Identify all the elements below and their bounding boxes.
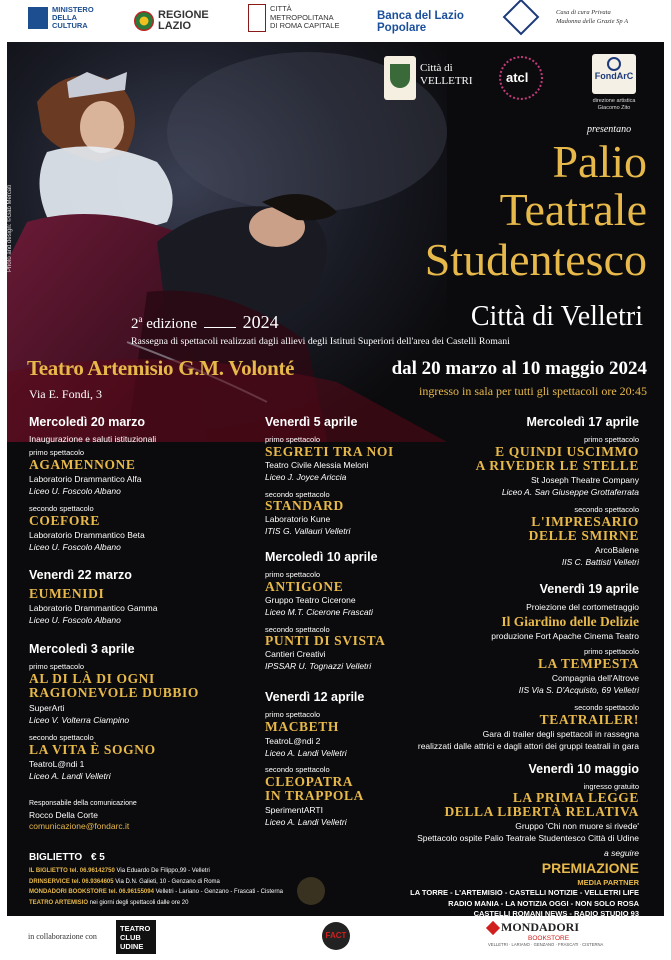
regione-emblem-icon (134, 11, 154, 31)
atcl-logo (495, 54, 551, 102)
fondarc-logo (592, 54, 636, 94)
show-company: SperimentARTI (265, 805, 323, 815)
show-description: realizzati dalle attrici e dagli attori dei gruppi teatrali in gara (417, 741, 639, 751)
ticket-price-value: € 5 (90, 852, 105, 863)
show-label: secondo spettacolo (265, 625, 330, 634)
casa-text: Casa di cura Privata (556, 9, 611, 16)
show-company: St Joseph Theatre Company (530, 475, 639, 485)
show-school: IIS C. Battisti Velletri (561, 557, 639, 567)
tcu-text: TEATRO (120, 924, 151, 933)
mondadori-locations: VELLETRI · LARIANO · GENZANO · FRASCATI · CISTERNA (488, 942, 604, 947)
casa-text: Madonna delle Grazie Sp A (556, 18, 629, 25)
media-partner-line: LA TORRE - L'ARTEMISIO - CASTELLI NOTIZIE - VELLETRI LIFE (410, 888, 639, 897)
direzione-text: direzione artistica (592, 98, 636, 104)
show-label: secondo spettacolo (574, 505, 639, 514)
show-label: primo spettacolo (583, 435, 639, 444)
show-school: Liceo V. Volterra Ciampino (29, 715, 130, 725)
show-company: SuperArti (29, 703, 65, 713)
collab-text: in collaborazione con (28, 932, 97, 941)
outlet-address: Via D.N. Galieti, 10 - Genzano di Roma (115, 878, 220, 885)
fondarc-text: FondArC (594, 71, 634, 81)
direzione-text: Giacomo Zito (597, 104, 631, 111)
tcu-text: CLUB (120, 933, 141, 942)
casa-emblem-icon (503, 0, 540, 35)
show-label: primo spettacolo (265, 435, 321, 444)
show-title: IN TRAPPOLA (265, 788, 364, 803)
title-line3: Studentesco (424, 234, 647, 285)
show-title: RAGIONEVOLE DUBBIO (29, 685, 199, 700)
date-heading: Venerdì 12 aprile (265, 690, 365, 704)
title-line2: Teatrale (499, 184, 647, 235)
show-label: primo spettacolo (29, 448, 85, 457)
show-label: primo spettacolo (265, 570, 321, 579)
date-heading: Venerdì 5 aprile (265, 415, 358, 429)
edition-line (131, 312, 279, 333)
citta-text: METROPOLITANA (270, 12, 334, 22)
city-title: Città di Velletri (470, 301, 643, 332)
regione-lazio-logo (134, 10, 209, 32)
ministero-cultura-logo (28, 6, 94, 30)
velletri-text: Città di (420, 62, 453, 74)
ministero-text: MINISTERO (52, 5, 94, 14)
date-heading: Mercoledì 3 aprile (29, 642, 135, 656)
show-label: primo spettacolo (265, 710, 321, 719)
show-description: Spettacolo ospite Palio Teatrale Studentesco Città di Udine (417, 833, 639, 843)
show-title: STANDARD (265, 498, 344, 513)
event-intro: Proiezione del cortometraggio (526, 602, 639, 612)
comm-name: Rocco Della Corte (29, 810, 98, 820)
date-heading: Venerdì 10 maggio (528, 762, 639, 776)
show-school: Liceo U. Foscolo Albano (29, 542, 121, 552)
date-heading: Mercoledì 20 marzo (29, 415, 146, 429)
regione-text: REGIONE (158, 9, 209, 21)
teatro-club-udine-logo (116, 920, 156, 954)
subtitle: Rassegna di spettacoli realizzati dagli allievi degli Istituti Superiori dell'area dei Castelli Romani (131, 336, 510, 347)
show-title: LA TEMPESTA (537, 656, 639, 671)
show-description: Gara di trailer degli spettacoli in rassegna (482, 729, 639, 739)
bookstore-text: BOOKSTORE (528, 935, 570, 942)
show-company: Laboratorio Drammantico Beta (29, 530, 145, 540)
photo-credit: Photo and design: ©Gab Mercati (7, 184, 13, 272)
show-title: MACBETH (265, 719, 339, 734)
show-school: Liceo U. Foscolo Albano (29, 486, 121, 496)
show-label: secondo spettacolo (29, 733, 94, 742)
show-school: Liceo A. San Giuseppe Grottaferrata (501, 487, 639, 497)
show-title: EUMENIDI (29, 586, 105, 601)
poster (7, 42, 664, 916)
show-school: Liceo A. Landi Velletri (265, 817, 347, 827)
show-company: Compagnia dell'Altrove (551, 673, 639, 683)
edition-word: edizione (146, 316, 198, 332)
velletri-text: VELLETRI (420, 75, 473, 87)
media-partner-line: RADIO MANIA - LA NOTIZIA OGGI - NON SOLO ROSA (448, 898, 639, 908)
show-label: primo spettacolo (29, 662, 85, 671)
show-label: secondo spettacolo (574, 703, 639, 712)
fondarc-emblem-icon (607, 57, 621, 71)
show-school: Liceo A. Landi Velletri (29, 771, 111, 781)
show-title: CLEOPATRA (265, 774, 354, 789)
citta-metropolitana-logo (248, 4, 339, 32)
a-seguire-text: a seguire (604, 848, 639, 858)
outlet-name: MONDADORI BOOKSTORE tel. 06.96155094 (29, 889, 154, 895)
show-title: SEGRETI TRA NOI (265, 444, 394, 459)
show-company: Laboratorio Drammantico Gamma (29, 603, 158, 613)
mondadori-text: MONDADORI (501, 920, 579, 934)
show-school: ITIS G. Vallauri Velletri (265, 526, 351, 536)
ministero-text: DELLA (52, 13, 77, 22)
outlet-name: TEATRO ARTEMISIO (29, 899, 88, 906)
show-title: E QUINDI USCIMMO (495, 444, 639, 459)
media-partner-list (307, 888, 639, 916)
show-title: AGAMENNONE (29, 457, 136, 472)
show-school: Liceo A. Landi Velletri (265, 748, 347, 758)
citta-crest-icon (248, 4, 266, 32)
show-title: LA PRIMA LEGGE (512, 790, 639, 805)
show-title: ANTIGONE (265, 579, 344, 594)
velletri-crest-icon (384, 56, 416, 100)
show-school: IIS Via S. D'Acquisto, 69 Velletri (518, 685, 639, 695)
premiazione-text: PREMIAZIONE (541, 860, 639, 876)
show-title: L'IMPRESARIO (531, 514, 639, 529)
mondadori-icon (486, 920, 500, 934)
sponsor-logo-bar (0, 0, 671, 42)
media-partner-title: MEDIA PARTNER (577, 878, 639, 887)
outlet-address: Velletri - Lariano - Genzano - Frascati - Cisterna (155, 889, 283, 895)
show-label: secondo spettacolo (265, 765, 330, 774)
show-title: AL DI LÀ DI OGNI (29, 671, 155, 686)
tcu-text: UDINE (120, 942, 144, 951)
banca-text: Banca del Lazio (377, 10, 464, 22)
show-label: secondo spettacolo (265, 490, 330, 499)
show-label: secondo spettacolo (29, 504, 94, 513)
citta-text: DI ROMA CAPITALE (270, 21, 340, 31)
show-title: PUNTI DI SVISTA (265, 633, 386, 648)
show-company: Gruppo 'Chi non muore si rivede' (515, 821, 639, 831)
show-title: DELLA LIBERTÀ RELATIVA (444, 804, 639, 819)
ticket-price (29, 852, 105, 863)
comm-label: Responsabile della comunicazione (29, 800, 137, 807)
date-heading: Mercoledì 10 aprile (265, 550, 378, 564)
ministero-text: CULTURA (52, 21, 88, 30)
edition-year: 2024 (242, 312, 279, 332)
ministero-emblem-icon (28, 7, 48, 29)
show-school: Liceo U. Foscolo Albano (29, 615, 121, 625)
fact-logo: FACT (322, 922, 350, 950)
mondadori-logo (488, 920, 603, 947)
atcl-text: atcl (506, 70, 529, 85)
outlet-address: Via Eduardo De Filippo,99 - Velletri (116, 868, 210, 874)
show-label: ingresso gratuito (583, 782, 639, 791)
velletri-label (420, 62, 473, 88)
film-production: produzione Fort Apache Cinema Teatro (491, 631, 639, 641)
banca-text: Popolare (377, 22, 427, 34)
edition-number: 2 (131, 316, 139, 332)
comm-email: comunicazione@fondarc.it (29, 821, 130, 831)
show-label: primo spettacolo (583, 647, 639, 656)
date-heading: Venerdì 19 aprile (539, 582, 639, 596)
show-title: COEFORE (29, 513, 100, 528)
ticket-outlet-row (29, 866, 359, 877)
venue-address: Via E. Fondi, 3 (29, 387, 102, 401)
edition-sup: a (138, 314, 143, 324)
show-company: Cantieri Creativi (265, 649, 326, 659)
show-company: ArcoBalene (595, 545, 639, 555)
date-heading: Mercoledì 17 aprile (526, 415, 639, 429)
casa-di-cura-logo (508, 4, 628, 30)
show-school: Liceo J. Joyce Ariccia (265, 472, 347, 482)
venue-name: Teatro Artemisio G.M. Volonté (27, 356, 295, 380)
show-title: LA VITA È SOGNO (29, 742, 156, 757)
show-school: IPSSAR U. Tognazzi Velletri (265, 661, 372, 671)
event-intro: Inaugurazione e saluti istituzionali (29, 434, 157, 444)
show-company: TeatroL@ndi 1 (29, 759, 85, 769)
citta-text: CITTÀ (270, 4, 292, 14)
show-company: TeatroL@ndi 2 (265, 736, 321, 746)
outlet-name: IL BIGLIETTO tel. 06.96142750 (29, 868, 115, 874)
presentano-text: presentano (587, 124, 632, 135)
banca-lazio-logo (377, 10, 464, 34)
regione-text: LAZIO (158, 20, 191, 32)
show-company: Gruppo Teatro Cicerone (265, 595, 356, 605)
footer (0, 916, 671, 960)
show-title: TEATRAILER! (539, 712, 639, 727)
date-heading: Venerdì 22 marzo (29, 568, 132, 582)
show-school: Liceo M.T. Cicerone Frascati (265, 607, 373, 617)
outlet-address: nei giorni degli spettacoli dalle ore 20 (89, 899, 189, 906)
show-title: DELLE SMIRNE (528, 528, 639, 543)
ticket-title: BIGLIETTO (29, 852, 83, 863)
show-title: A RIVEDER LE STELLE (475, 458, 639, 473)
venue-entry-time: ingresso in sala per tutti gli spettacoli ore 20:45 (419, 384, 647, 398)
show-company: Laboratorio Drammantico Alfa (29, 474, 142, 484)
media-partner-line: CASTELLI ROMANI NEWS - RADIO STUDIO 93 (473, 909, 639, 916)
show-company: Laboratorio Kune (265, 514, 331, 524)
film-title: Il Giardino delle Delizie (501, 614, 639, 629)
edition-dash (204, 327, 236, 328)
direzione-artistica (581, 98, 647, 111)
show-company: Teatro Civile Alessia Meloni (265, 460, 369, 470)
outlet-name: DRINSERVICE tel. 06.9364605 (29, 878, 114, 885)
venue-dates: dal 20 marzo al 10 maggio 2024 (391, 358, 647, 379)
title-line1: Palio (552, 136, 647, 187)
